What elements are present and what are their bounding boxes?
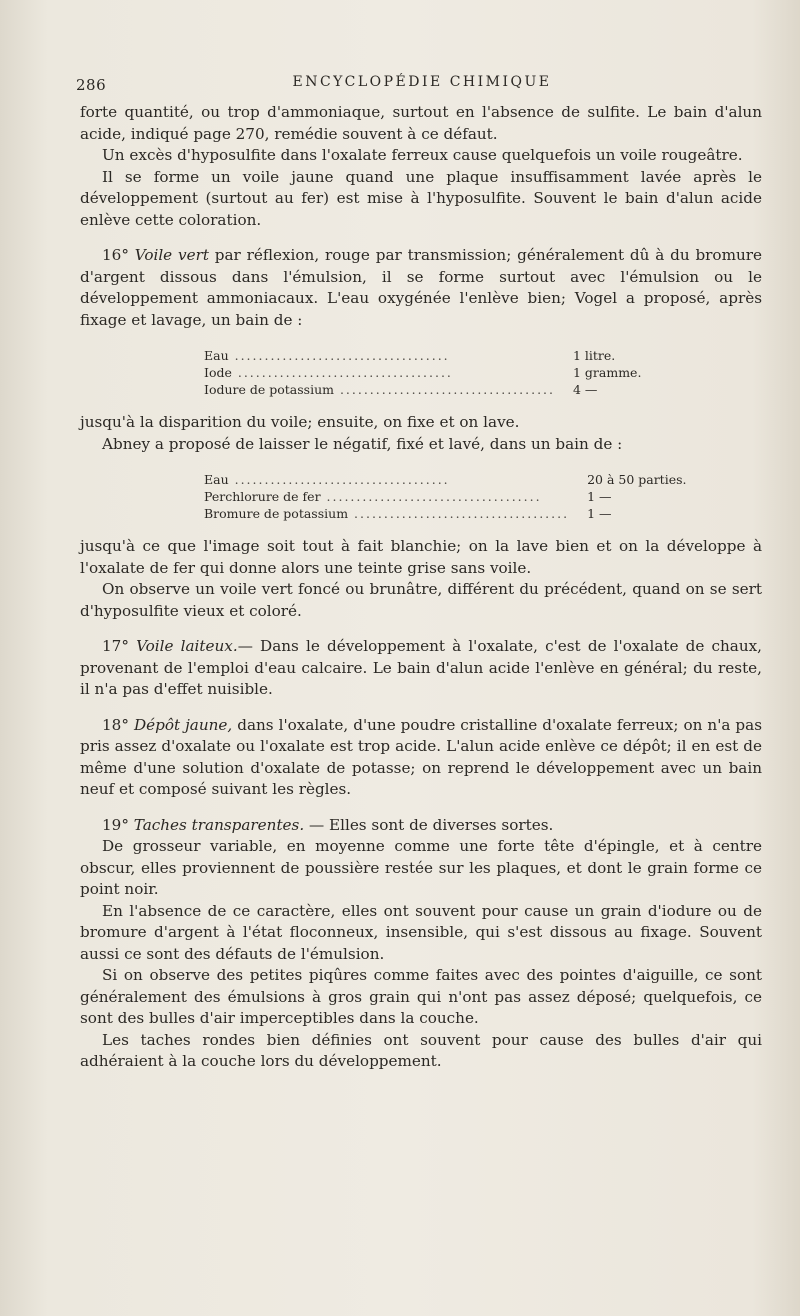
paragraph: Les taches rondes bien définies ont souvent pour cause des bulles d'air qui adhéraient à la couche lors du développement. <box>80 1030 762 1070</box>
running-title: ENCYCLOPÉDIE CHIMIQUE <box>292 74 552 90</box>
recipe-row <box>204 471 686 488</box>
paragraph: De grosseur variable, en moyenne comme une forte tête d'épingle, et à centre obscur, elles proviennent de poussière restée sur les plaques, et dont le grain forme ce point noir. <box>80 837 762 898</box>
item-text: dans l'oxalate, d'une poudre cristalline d'oxalate ferreux; on n'a pas pris assez d'oxalate ou l'oxalate est trop acide. L'alun acide enlève ce dépôt; il en est de même d'une solution d'oxalate de potasse; on reprend le développement avec un bain neuf et composé suivant les règles. <box>80 715 763 798</box>
item-text: — Elles sont de diverses sortes. <box>304 815 554 834</box>
item-number: 18° <box>102 715 129 734</box>
recipe-row <box>204 505 686 522</box>
ingredient-name: Eau <box>204 472 229 487</box>
leader-dots: .................................... <box>228 348 450 363</box>
recipe-row <box>204 488 686 505</box>
item-text: — Dans le développement à l'oxalate, c'est de l'oxalate de chaux, provenant de l'emploi d'eau calcaire. Le bain d'alun acide l'enlève en général; du reste, il n'a pas d'effet nuisible. <box>80 637 763 698</box>
ingredient-quantity: 1 — <box>587 489 612 504</box>
recipe-row <box>204 347 641 364</box>
ingredient-name: Iodure de potassium <box>204 382 334 397</box>
leader-dots: .................................... <box>333 382 555 397</box>
page-body <box>80 102 762 1073</box>
ingredient-quantity: 20 à 50 parties. <box>587 472 687 487</box>
ingredient-name: Eau <box>204 348 229 363</box>
paragraph: Il se forme un voile jaune quand une plaque insuffisamment lavée après le développement (surtout au fer) est mise à l'hyposulfite. Souvent le bain d'alun acide enlève cette coloration. <box>80 167 762 229</box>
paragraph: jusqu'à la disparition du voile; ensuite, on fixe et on lave. <box>80 413 520 431</box>
paragraph-voile-laiteux <box>80 636 762 701</box>
ingredient-quantity: 1 litre. <box>572 348 616 363</box>
paragraph-taches-transparentes <box>80 815 762 837</box>
page-header <box>76 72 762 96</box>
item-title: Taches transparentes. <box>133 815 305 834</box>
paragraph: En l'absence de ce caractère, elles ont souvent pour cause un grain d'iodure ou de bromure d'argent à l'état floconneux, insensible, qui s'est dissous au fixage. Souvent aussi ce sont des défauts de l'émulsion. <box>80 901 762 963</box>
recipe-abney-table <box>204 471 686 522</box>
leader-dots: .................................... <box>348 506 570 521</box>
recipe-vogel-table <box>204 347 641 398</box>
paragraph: Un excès d'hyposulfite dans l'oxalate ferreux cause quelquefois un voile rougeâtre. <box>102 146 743 164</box>
paragraph: Abney a proposé de laisser le négatif, fixé et lavé, dans un bain de : <box>102 434 623 453</box>
paragraph-voile-vert <box>80 245 762 331</box>
leader-dots: .................................... <box>228 472 450 487</box>
leader-dots: .................................... <box>320 489 542 504</box>
ingredient-quantity: 1 — <box>587 506 612 521</box>
ingredient-name: Perchlorure de fer <box>204 489 321 504</box>
recipe-row <box>204 364 641 381</box>
item-title: Voile vert <box>134 246 209 264</box>
recipe-row <box>204 381 641 398</box>
paragraph: Si on observe des petites piqûres comme faites avec des pointes d'aiguille, ce sont généralement des émulsions à gros grain qui n'ont pas assez déposé; quelquefois, ce sont des bulles d'air imperceptibles dans la couche. <box>80 966 762 1027</box>
page-number: 286 <box>76 76 107 94</box>
ingredient-name: Bromure de potassium <box>204 506 349 521</box>
paragraph-depot-jaune <box>80 715 762 801</box>
leader-dots: .................................... <box>231 365 453 380</box>
paragraph: On observe un voile vert foncé ou brunâtre, différent du précédent, quand on se sert d'hyposulfite vieux et coloré. <box>80 580 762 620</box>
item-title: Voile laiteux. <box>136 637 238 655</box>
ingredient-quantity: 1 gramme. <box>572 365 642 380</box>
item-number: 17° <box>102 637 129 655</box>
ingredient-quantity: 4 — <box>572 382 598 397</box>
item-number: 16° <box>102 246 129 264</box>
item-title: Dépôt jaune, <box>133 715 233 734</box>
paragraph: forte quantité, ou trop d'ammoniaque, surtout en l'absence de sulfite. Le bain d'alun acide, indiqué page 270, remédie souvent à ce défaut. <box>80 103 762 143</box>
ingredient-name: Iode <box>204 365 232 380</box>
item-number: 19° <box>102 815 129 834</box>
paragraph: jusqu'à ce que l'image soit tout à fait blanchie; on la lave bien et on la développe à l'oxalate de fer qui donne alors une teinte grise sans voile. <box>80 537 762 577</box>
item-text: par réflexion, rouge par transmission; généralement dû à du bromure d'argent dissous dans l'émulsion, il se forme surtout avec l'émulsion ou le développement ammoniacaux. L'eau oxygénée l'enlève bien; Vogel a proposé, après fixage et lavage, un bain de : <box>80 246 762 329</box>
